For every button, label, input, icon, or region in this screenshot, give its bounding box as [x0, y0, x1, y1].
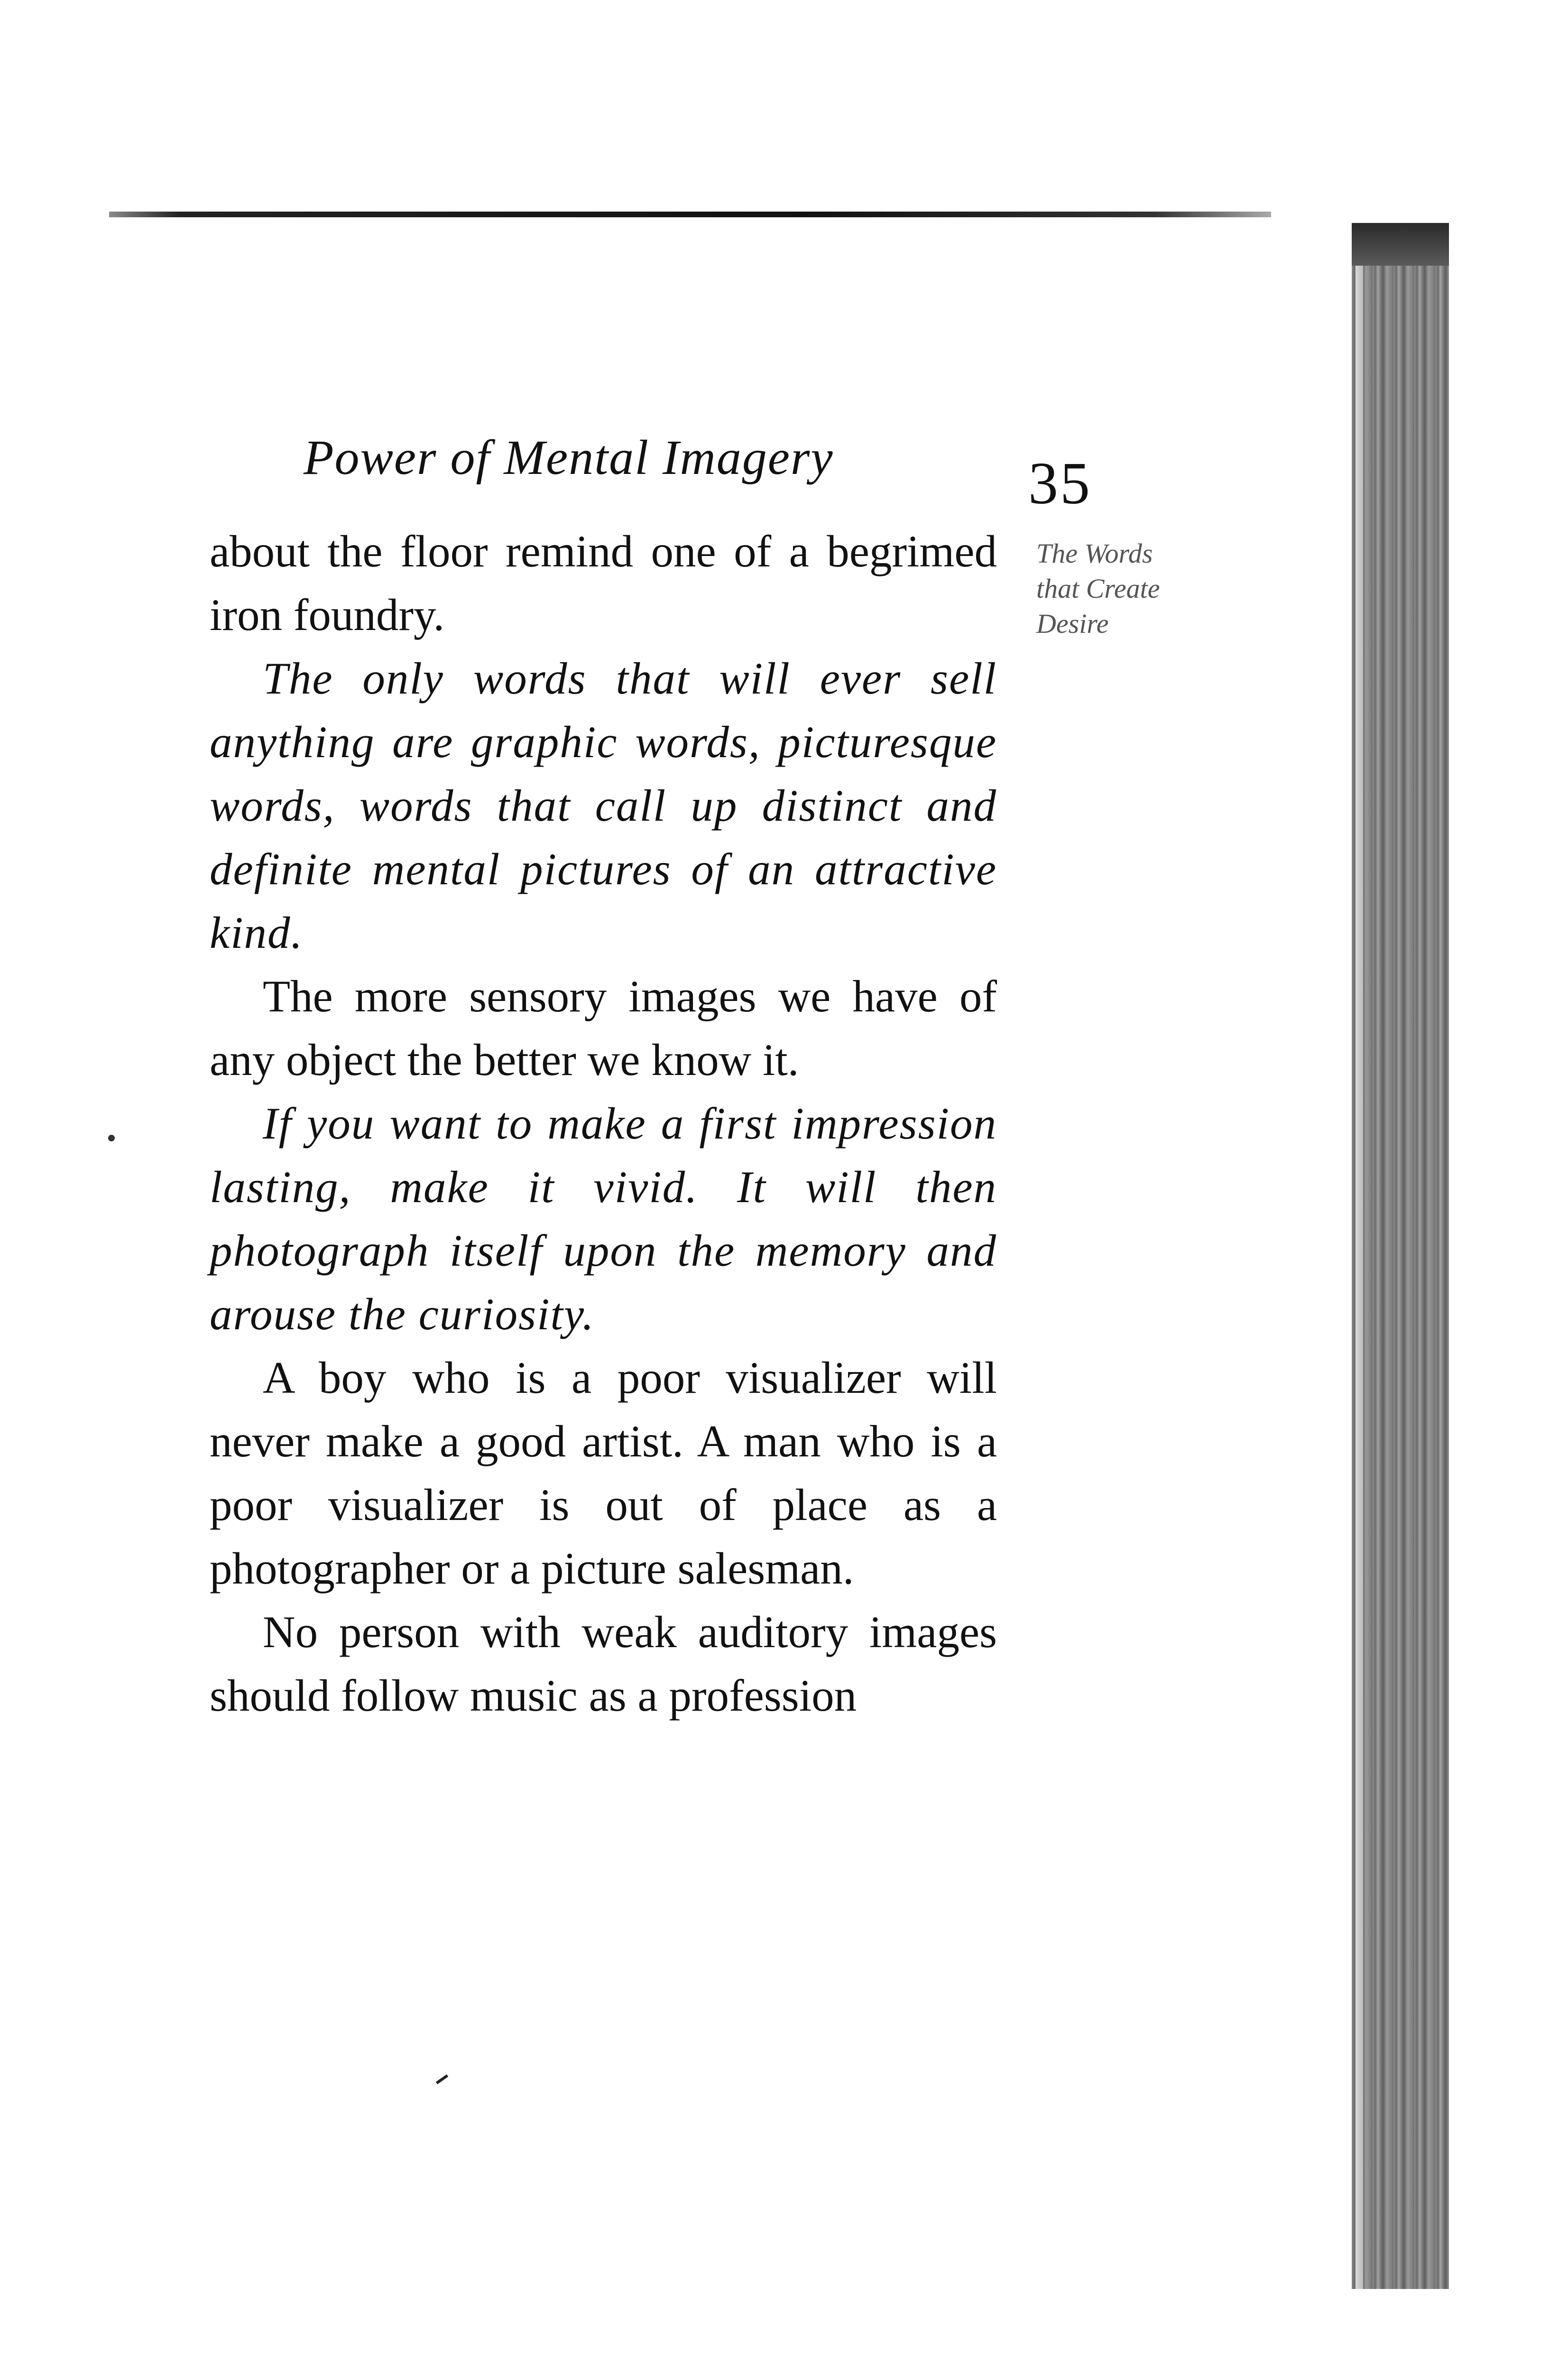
paragraph-italic-first-impression: If you want to make a first impression lasting, make it vivid. It will then photograph itself upon the memory and arouse the curiosity. [210, 1098, 997, 1339]
scan-mark [436, 2075, 448, 2085]
paragraph-continuation: about the floor remind one of a begrimed iron foundry. [210, 526, 997, 640]
paragraph-italic-graphic-words: The only words that will ever sell anything are graphic words, picturesque words, words that call up distinct and definite mental pictures of an attractive kind. [210, 653, 997, 958]
book-spine-edge [1352, 223, 1449, 2289]
top-rule [109, 212, 1271, 217]
margin-note [1036, 536, 1236, 641]
paragraph-auditory: No person with weak auditory images should follow music as a profession [210, 1607, 997, 1721]
margin-note-line: Desire [1036, 608, 1109, 639]
margin-note-line: The Words [1036, 538, 1153, 569]
running-head: Power of Mental Imagery [304, 430, 834, 485]
margin-note-line: that Create [1036, 573, 1160, 604]
page-number: 35 [1028, 451, 1092, 517]
paragraph-visualizer: A boy who is a poor visualizer will never make a good artist. A man who is a poor visualizer is out of place as a photographer or a picture salesman. [210, 1353, 997, 1594]
paragraph-sensory-images: The more sensory images we have of any object the better we know it. [210, 971, 997, 1085]
scan-speck [108, 1135, 115, 1141]
body-text [210, 519, 997, 1727]
